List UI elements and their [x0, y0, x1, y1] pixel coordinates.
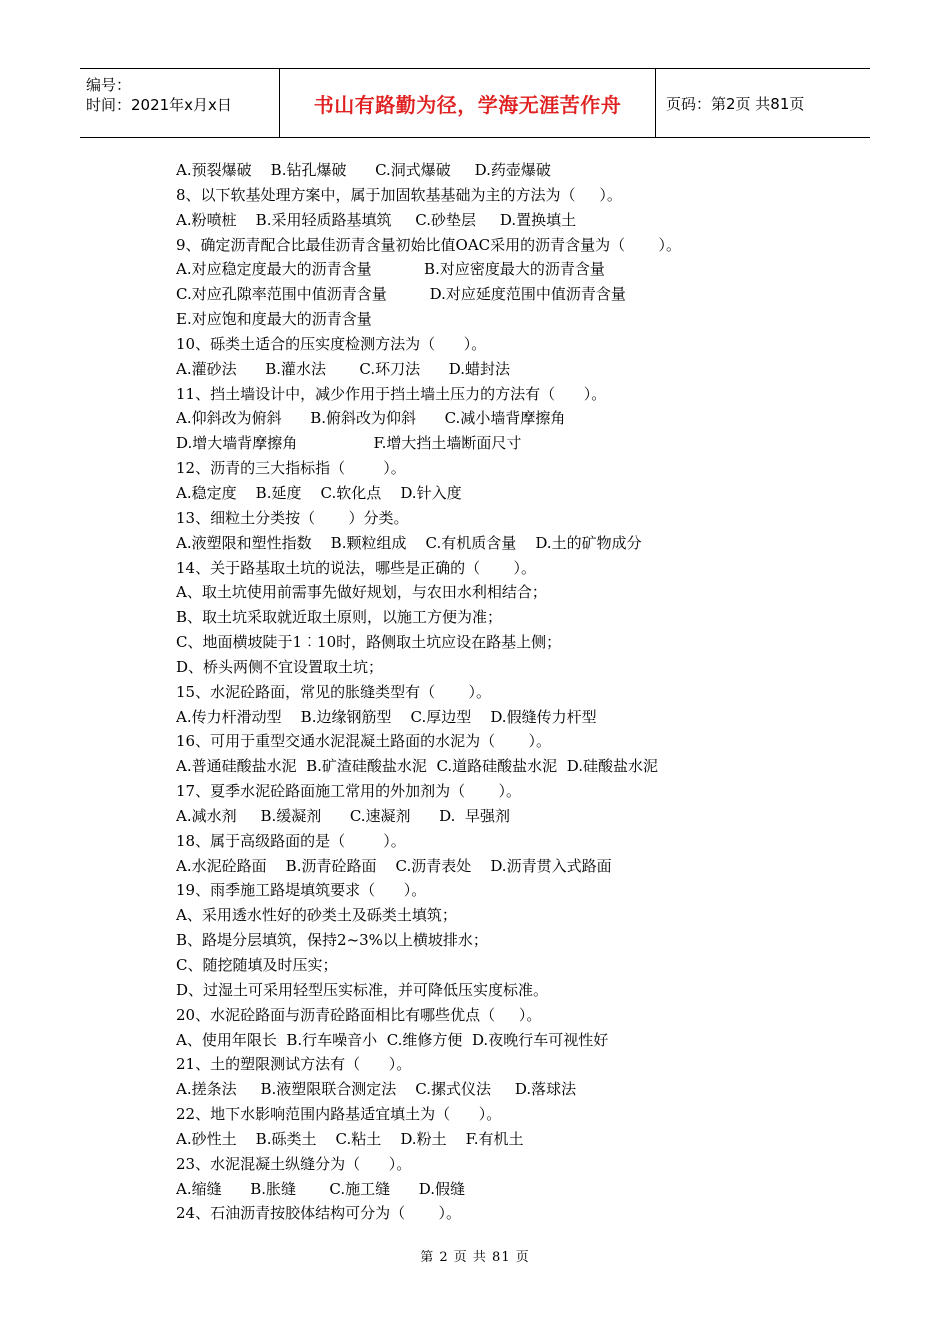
text-line: C.对应孔隙率范围中值沥青含量 D.对应延度范围中值沥青含量 [176, 285, 626, 304]
text-line: A、使用年限长 B.行车噪音小 C.维修方便 D.夜晚行车可视性好 [176, 1030, 609, 1049]
footer-page-number: 第 2 页 共 81 页 [420, 1250, 530, 1265]
code-label: 编号： [86, 76, 132, 94]
text-line: D、过湿土可采用轻型压实标准，并可降低压实度标准。 [176, 980, 549, 999]
text-line: A.液塑限和塑性指数 B.颗粒组成 C.有机质含量 D.土的矿物成分 [176, 533, 642, 552]
text-line: A.水泥砼路面 B.沥青砼路面 C.沥青表处 D.沥青贯入式路面 [176, 856, 612, 875]
text-line: 19、雨季施工路堤填筑要求（ ）。 [176, 881, 427, 900]
text-line: A.砂性土 B.砾类土 C.粘土 D.粉土 F.有机土 [176, 1129, 524, 1148]
text-line: B、取土坑采取就近取土原则，以施工方便为准； [176, 608, 503, 627]
text-line: 21、土的塑限测试方法有（ ）。 [176, 1055, 412, 1074]
text-line: 11、挡土墙设计中，减少作用于挡土墙土压力的方法有（ ）。 [176, 384, 607, 403]
text-line: 15、水泥砼路面，常见的胀缝类型有（ ）。 [176, 682, 491, 701]
text-line: B、路堤分层填筑，保持2~3%以上横坡排水； [176, 931, 488, 950]
text-line: A.对应稳定度最大的沥青含量 B.对应密度最大的沥青含量 [176, 260, 605, 279]
text-line: A.减水剂 B.缓凝剂 C.速凝剂 D. 早强剂 [176, 806, 510, 825]
text-line: A.仰斜改为俯斜 B.俯斜改为仰斜 C.减小墙背摩擦角 [176, 409, 566, 428]
text-line: 9、确定沥青配合比最佳沥青含量初始比值OAC采用的沥青含量为（ ）。 [176, 235, 682, 254]
page-header [80, 68, 870, 138]
text-line: E.对应饱和度最大的沥青含量 [176, 310, 372, 329]
text-line: 16、可用于重型交通水泥混凝土路面的水泥为（ ）。 [176, 732, 551, 751]
text-line: A、采用透水性好的砂类土及砾类土填筑； [176, 906, 457, 925]
header-page-info: 页码：第2页 共81页 [666, 94, 805, 113]
text-line: 14、关于路基取土坑的说法，哪些是正确的（ ）。 [176, 558, 536, 577]
text-line: C、随挖随填及时压实； [176, 956, 338, 974]
text-line: A.传力杆滑动型 B.边缘钢筋型 C.厚边型 D.假缝传力杆型 [176, 707, 597, 726]
text-line: 22、地下水影响范围内路基适宜填土为（ ）。 [176, 1105, 502, 1124]
text-line: C、地面横坡陡于1︰10时，路侧取土坑应设在路基上侧； [176, 633, 562, 652]
text-line: D、桥头两侧不宜设置取土坑； [176, 657, 384, 676]
text-line: A.粉喷桩 B.采用轻质路基填筑 C.砂垫层 D.置换填土 [176, 210, 577, 229]
text-line: 23、水泥混凝土纵缝分为（ ）。 [176, 1154, 412, 1173]
text-line: A.稳定度 B.延度 C.软化点 D.针入度 [176, 483, 462, 502]
text-line: 18、属于高级路面的是（ ）。 [176, 831, 406, 850]
text-line: 24、石油沥青按胶体结构可分为（ ）。 [176, 1204, 461, 1223]
text-line: D.增大墙背摩擦角 F.增大挡土墙断面尺寸 [176, 434, 522, 453]
text-line: A.普通硅酸盐水泥 B.矿渣硅酸盐水泥 C.道路硅酸盐水泥 D.硅酸盐水泥 [176, 757, 658, 776]
text-line: 12、沥青的三大指标指（ ）。 [176, 459, 406, 478]
text-line: 10、砾类土适合的压实度检测方法为（ ）。 [176, 334, 487, 353]
text-line: A.搓条法 B.液塑限联合测定法 C.摞式仪法 D.落球法 [176, 1080, 577, 1099]
text-line: 20、水泥砼路面与沥青砼路面相比有哪些优点（ ）。 [176, 1005, 542, 1024]
text-line: A.预裂爆破 B.钻孔爆破 C.洞式爆破 D.药壶爆破 [176, 161, 551, 179]
time-label: 时间：2021年x月x日 [86, 96, 232, 114]
text-line: 17、夏季水泥砼路面施工常用的外加剂为（ ）。 [176, 782, 521, 801]
document-body [176, 158, 816, 1226]
text-line: 8、以下软基处理方案中，属于加固软基基础为主的方法为（ ）。 [176, 185, 622, 204]
header-motto: 书山有路勤为径，学海无涯苦作舟 [280, 69, 656, 137]
text-line: A.缩缝 B.胀缝 C.施工缝 D.假缝 [176, 1179, 465, 1198]
header-meta [80, 69, 280, 137]
text-line: A.灌砂法 B.灌水法 C.环刀法 D.蜡封法 [176, 359, 510, 378]
text-line: 13、细粒土分类按（ ）分类。 [176, 508, 409, 527]
page-footer [0, 1246, 950, 1265]
text-line: A、取土坑使用前需事先做好规划，与农田水利相结合； [176, 583, 547, 602]
